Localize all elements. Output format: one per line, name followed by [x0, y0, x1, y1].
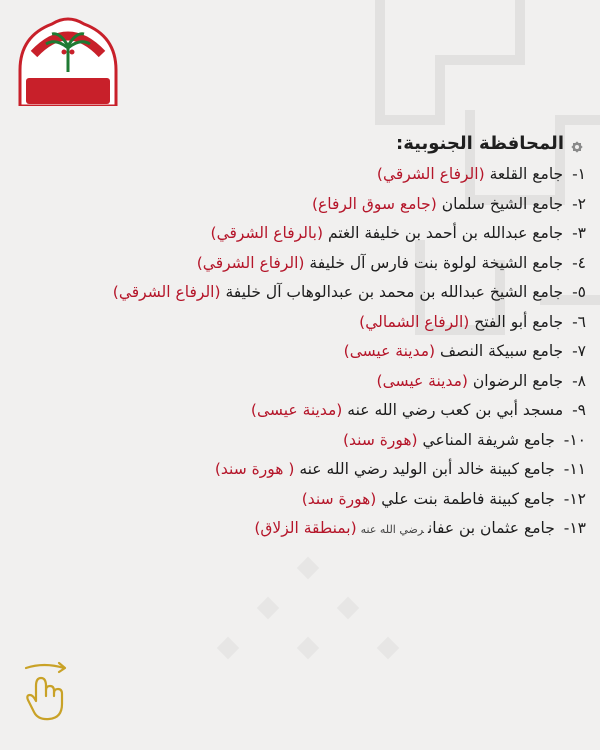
- list-item: [0, 396, 586, 426]
- item-number: ١-: [572, 165, 586, 183]
- item-number: ٥-: [572, 283, 586, 301]
- mosque-name: جامع عثمان بن عفان: [427, 519, 555, 537]
- list-item: [0, 278, 586, 308]
- mosque-location: (هورة سند): [301, 489, 377, 508]
- item-number: ١٣-: [563, 519, 586, 537]
- mosque-name: جامع عبدالله بن أحمد بن خليفة الغتم: [327, 224, 564, 242]
- mosque-location: (الرفاع الشمالي): [359, 312, 470, 331]
- list-item: [0, 190, 586, 220]
- honorific-calligraphy: رضي الله عنه: [360, 523, 424, 536]
- section-heading-text: المحافظة الجنوبية:: [396, 133, 564, 154]
- mosque-name: جامع القلعة: [489, 165, 564, 183]
- mosque-location: (مدينة عيسى): [343, 342, 436, 360]
- mosque-name: جامع كبينة فاطمة بنت علي: [381, 489, 555, 508]
- section-heading: [0, 130, 584, 158]
- item-number: ٤-: [572, 253, 586, 272]
- item-number: ١٠-: [563, 430, 586, 449]
- ornament-icon: [570, 135, 584, 149]
- list-item: [0, 514, 586, 544]
- list-item: [0, 249, 586, 279]
- list-item: [0, 337, 586, 367]
- list-item: [0, 160, 586, 190]
- mosque-list-section: [0, 130, 586, 544]
- mosque-location: (الرفاع الشرقي): [196, 253, 305, 272]
- mosque-name: جامع الشيخة لولوة بنت فارس آل خليفة: [309, 253, 564, 272]
- mosque-location: (هورة سند): [342, 430, 418, 449]
- item-number: ٩-: [572, 401, 586, 419]
- mosque-list: [0, 160, 586, 544]
- swipe-finger-icon: [22, 660, 76, 722]
- item-number: ٦-: [572, 312, 586, 331]
- mosque-location: (بمنطقة الزلاق): [254, 519, 357, 537]
- item-number: ٨-: [572, 371, 586, 390]
- list-item: [0, 219, 586, 249]
- item-number: ٧-: [572, 342, 586, 360]
- item-number: ١٢-: [563, 489, 586, 508]
- mosque-name: جامع كبينة خالد أبن الوليد رضي الله عنه: [299, 460, 555, 478]
- mosque-name: جامع سبيكة النصف: [440, 342, 564, 360]
- item-number: ١١-: [563, 460, 586, 478]
- list-item: [0, 308, 586, 338]
- item-number: ٢-: [572, 194, 586, 213]
- list-item: [0, 455, 586, 485]
- list-item: [0, 367, 586, 397]
- mosque-location: (الرفاع الشرقي): [112, 283, 221, 301]
- mosque-location: ( هورة سند): [214, 460, 295, 478]
- mosque-location: (الرفاع الشرقي): [376, 165, 485, 183]
- mosque-location: (مدينة عيسى): [376, 371, 468, 390]
- mosque-name: جامع الشيخ سلمان: [441, 194, 564, 213]
- mosque-location: (بالرفاع الشرقي): [210, 224, 323, 242]
- list-item: [0, 485, 586, 515]
- mosque-name: مسجد أبي بن كعب رضي الله عنه: [347, 401, 564, 419]
- mosque-name: جامع الشيخ عبدالله بن محمد بن عبدالوهاب آل خليفة: [225, 283, 564, 301]
- mosque-location: (مدينة عيسى): [250, 401, 343, 419]
- organization-logo: [12, 14, 124, 106]
- mosque-name: جامع شريفة المناعي: [422, 430, 555, 449]
- item-number: ٣-: [572, 224, 586, 242]
- mosque-name: جامع الرضوان: [472, 371, 564, 390]
- mosque-location: (جامع سوق الرفاع): [311, 194, 437, 213]
- list-item: [0, 426, 586, 456]
- mosque-name: جامع أبو الفتح: [474, 312, 564, 331]
